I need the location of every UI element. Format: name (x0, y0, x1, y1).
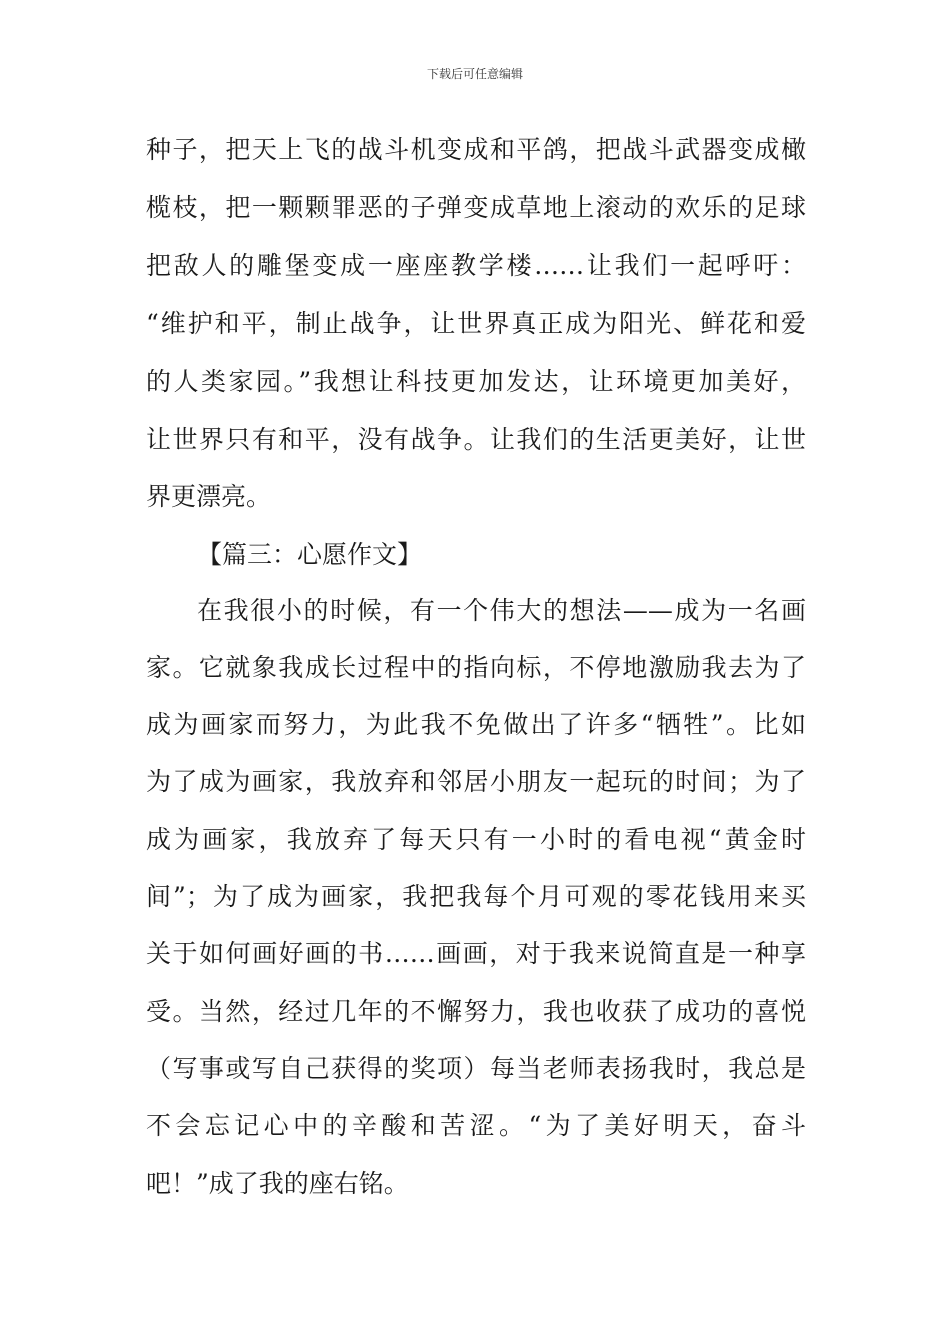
text-line: （写事或写自己获得的奖项）每当老师表扬我时，我总是 (146, 1054, 806, 1083)
text-line: 的人类家园。”我想让科技更加发达，让环境更加美好， (146, 367, 806, 396)
text-line: 在我很小的时候，有一个伟大的想法——成为一名画 (197, 596, 806, 625)
text-line: 让世界只有和平，没有战争。让我们的生活更美好，让世 (146, 425, 806, 454)
text-line: 家。它就象我成长过程中的指向标，不停地激励我去为了 (146, 653, 806, 682)
text-line: 关于如何画好画的书……画画，对于我来说简直是一种享 (146, 939, 806, 968)
text-line: 榄枝，把一颗颗罪恶的子弹变成草地上滚动的欢乐的足球 (146, 193, 806, 222)
text-line: 成为画家，我放弃了每天只有一小时的看电视“黄金时 (146, 825, 806, 854)
text-line: 界更漂亮。 (146, 482, 272, 511)
section-heading: 【篇三：心愿作文】 (197, 540, 423, 569)
text-line: 成为画家而努力，为此我不免做出了许多“牺牲”。比如 (146, 710, 806, 739)
text-line: 为了成为画家，我放弃和邻居小朋友一起玩的时间；为了 (146, 767, 806, 796)
text-line: 间”；为了成为画家，我把我每个月可观的零花钱用来买 (146, 882, 806, 911)
text-line: 种子，把天上飞的战斗机变成和平鸽，把战斗武器变成橄 (146, 135, 806, 164)
page-header: 下载后可任意编辑 (426, 67, 523, 81)
text-line: 受。当然，经过几年的不懈努力，我也收获了成功的喜悦 (146, 997, 806, 1026)
text-line: 吧！”成了我的座右铭。 (146, 1169, 409, 1198)
text-line: 不会忘记心中的辛酸和苦涩。“为了美好明天，奋斗 (146, 1111, 806, 1140)
text-line: “维护和平，制止战争，让世界真正成为阳光、鲜花和爱 (146, 309, 806, 338)
text-line: 把敌人的雕堡变成一座座教学楼……让我们一起呼吁： (146, 251, 806, 280)
